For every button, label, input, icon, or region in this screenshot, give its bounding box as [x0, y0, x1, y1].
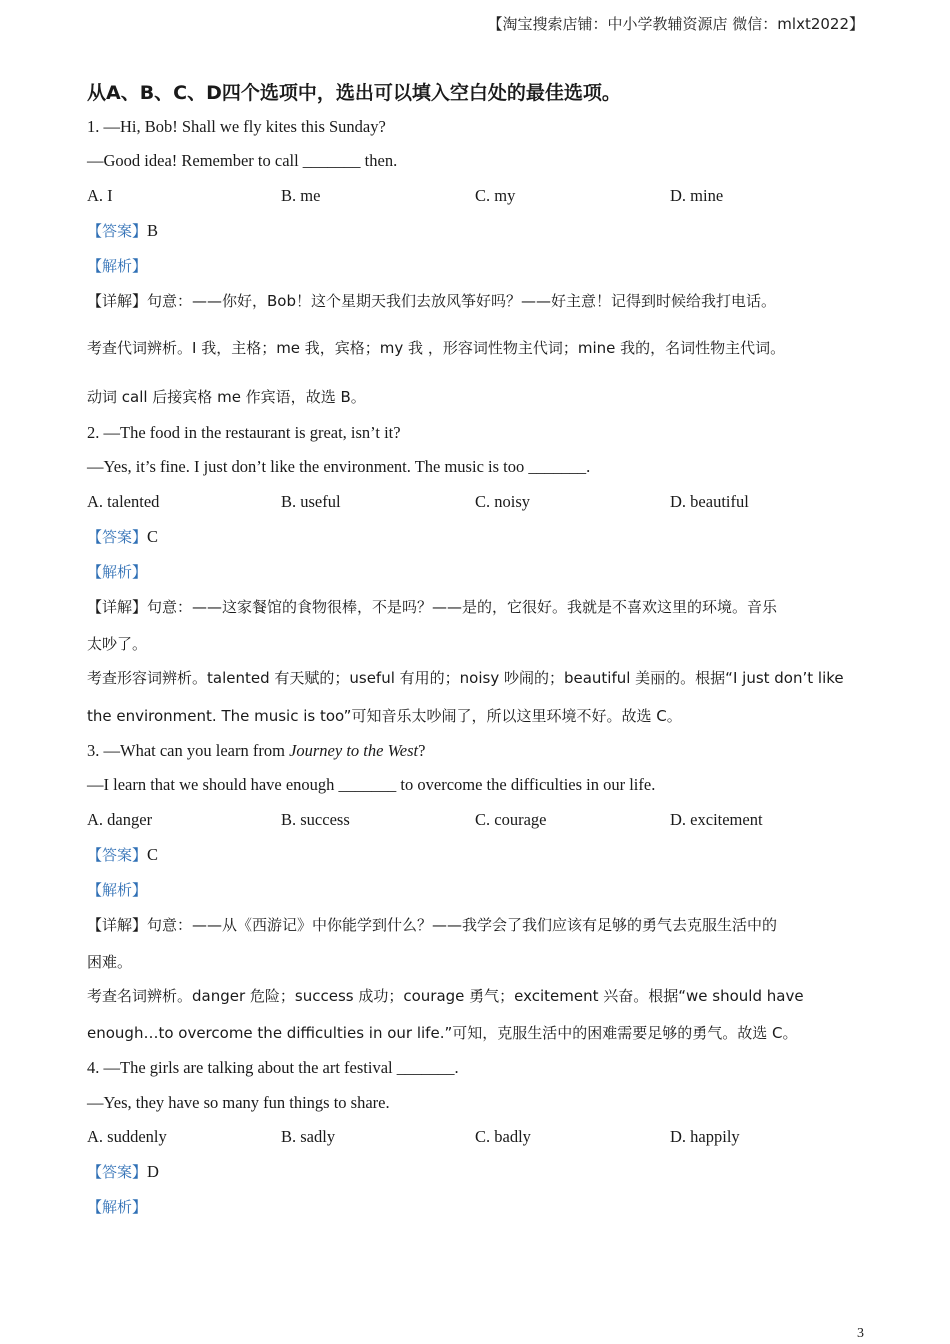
q1-line2: —Good idea! Remember to call _______ then. [87, 151, 398, 170]
q3-answer [87, 844, 158, 866]
book-title: Journey to the West [289, 741, 419, 760]
q2-explanation-2: the environment. The music is too”可知音乐太吵闹了，所以这里环境不好。故选 C。 [87, 707, 682, 725]
page-header: 【淘宝搜索店铺：中小学教辅资源店 微信：mlxt2022】 [487, 15, 864, 33]
q2-detail-2: 太吵了。 [87, 635, 148, 653]
q3-detail-2: 困难。 [87, 953, 133, 971]
q3-line1-end: ? [418, 741, 426, 760]
answer-value: C [147, 527, 159, 546]
q3-explanation-2: enough…to overcome the difficulties in our life.”可知，克服生活中的困难需要足够的勇气。故选 C。 [87, 1024, 798, 1042]
q2-detail-1: 【详解】句意：——这家餐馆的食物很棒，不是吗？——是的，它很好。我就是不喜欢这里的环境。音乐 [87, 598, 778, 616]
q2-analysis-label: 【解析】 [87, 563, 148, 581]
q1-explanation-1: 考查代词辨析。I 我，主格；me 我，宾格；my 我 ，形容词性物主代词；mine 我的，名词性物主代词。 [87, 339, 786, 357]
q4-line1: 4. —The girls are talking about the art festival _______. [87, 1058, 459, 1077]
q3-option-d: D. excitement [670, 810, 763, 829]
answer-value: B [147, 221, 159, 240]
q1-option-c: C. my [475, 186, 516, 205]
q3-line1-text: 3. —What can you learn from [87, 741, 290, 760]
q1-option-d: D. mine [670, 186, 724, 205]
q2-line1: 2. —The food in the restaurant is great, isn’t it? [87, 423, 401, 442]
q2-option-a: A. talented [87, 492, 160, 511]
q1-answer [87, 220, 158, 242]
q3-line2: —I learn that we should have enough _______ to overcome the difficulties in our life. [87, 775, 656, 794]
answer-label: 【答案】 [87, 846, 148, 864]
answer-label: 【答案】 [87, 528, 148, 546]
q1-option-b: B. me [281, 186, 321, 205]
q2-option-c: C. noisy [475, 492, 531, 511]
q1-analysis-label: 【解析】 [87, 257, 148, 275]
answer-value: C [147, 845, 159, 864]
q2-explanation-1: 考查形容词辨析。talented 有天赋的；useful 有用的；noisy 吵闹的；beautiful 美丽的。根据“I just don’t like [87, 669, 844, 687]
answer-label: 【答案】 [87, 1163, 148, 1181]
q2-option-b: B. useful [281, 492, 341, 511]
q4-option-c: C. badly [475, 1127, 531, 1146]
q4-line2: —Yes, they have so many fun things to share. [87, 1093, 390, 1112]
q2-option-d: D. beautiful [670, 492, 749, 511]
q2-answer [87, 526, 158, 548]
q4-option-a: A. suddenly [87, 1127, 167, 1146]
q1-option-a: A. I [87, 186, 113, 205]
q3-option-c: C. courage [475, 810, 547, 829]
q3-analysis-label: 【解析】 [87, 881, 148, 899]
q3-detail-1: 【详解】句意：——从《西游记》中你能学到什么？——我学会了我们应该有足够的勇气去克服生活中的 [87, 916, 778, 934]
answer-value: D [147, 1162, 159, 1181]
q2-line2: —Yes, it’s fine. I just don’t like the environment. The music is too _______. [87, 457, 591, 476]
section-title: 从A、B、C、D四个选项中，选出可以填入空白处的最佳选项。 [87, 82, 621, 104]
q4-analysis-label: 【解析】 [87, 1198, 148, 1216]
q3-option-b: B. success [281, 810, 350, 829]
q3-line1 [87, 740, 425, 762]
q4-option-d: D. happily [670, 1127, 740, 1146]
q4-option-b: B. sadly [281, 1127, 336, 1146]
q1-line1: 1. —Hi, Bob! Shall we fly kites this Sunday? [87, 117, 386, 136]
page-number: 3 [857, 1326, 864, 1341]
q1-detail: 【详解】句意：——你好，Bob！这个星期天我们去放风筝好吗？——好主意！记得到时候给我打电话。 [87, 292, 776, 310]
q3-option-a: A. danger [87, 810, 153, 829]
q1-explanation-2: 动词 call 后接宾格 me 作宾语，故选 B。 [87, 388, 366, 406]
answer-label: 【答案】 [87, 222, 148, 240]
q4-answer [87, 1161, 159, 1183]
q3-explanation-1: 考查名词辨析。danger 危险；success 成功；courage 勇气；excitement 兴奋。根据“we should have [87, 987, 804, 1005]
